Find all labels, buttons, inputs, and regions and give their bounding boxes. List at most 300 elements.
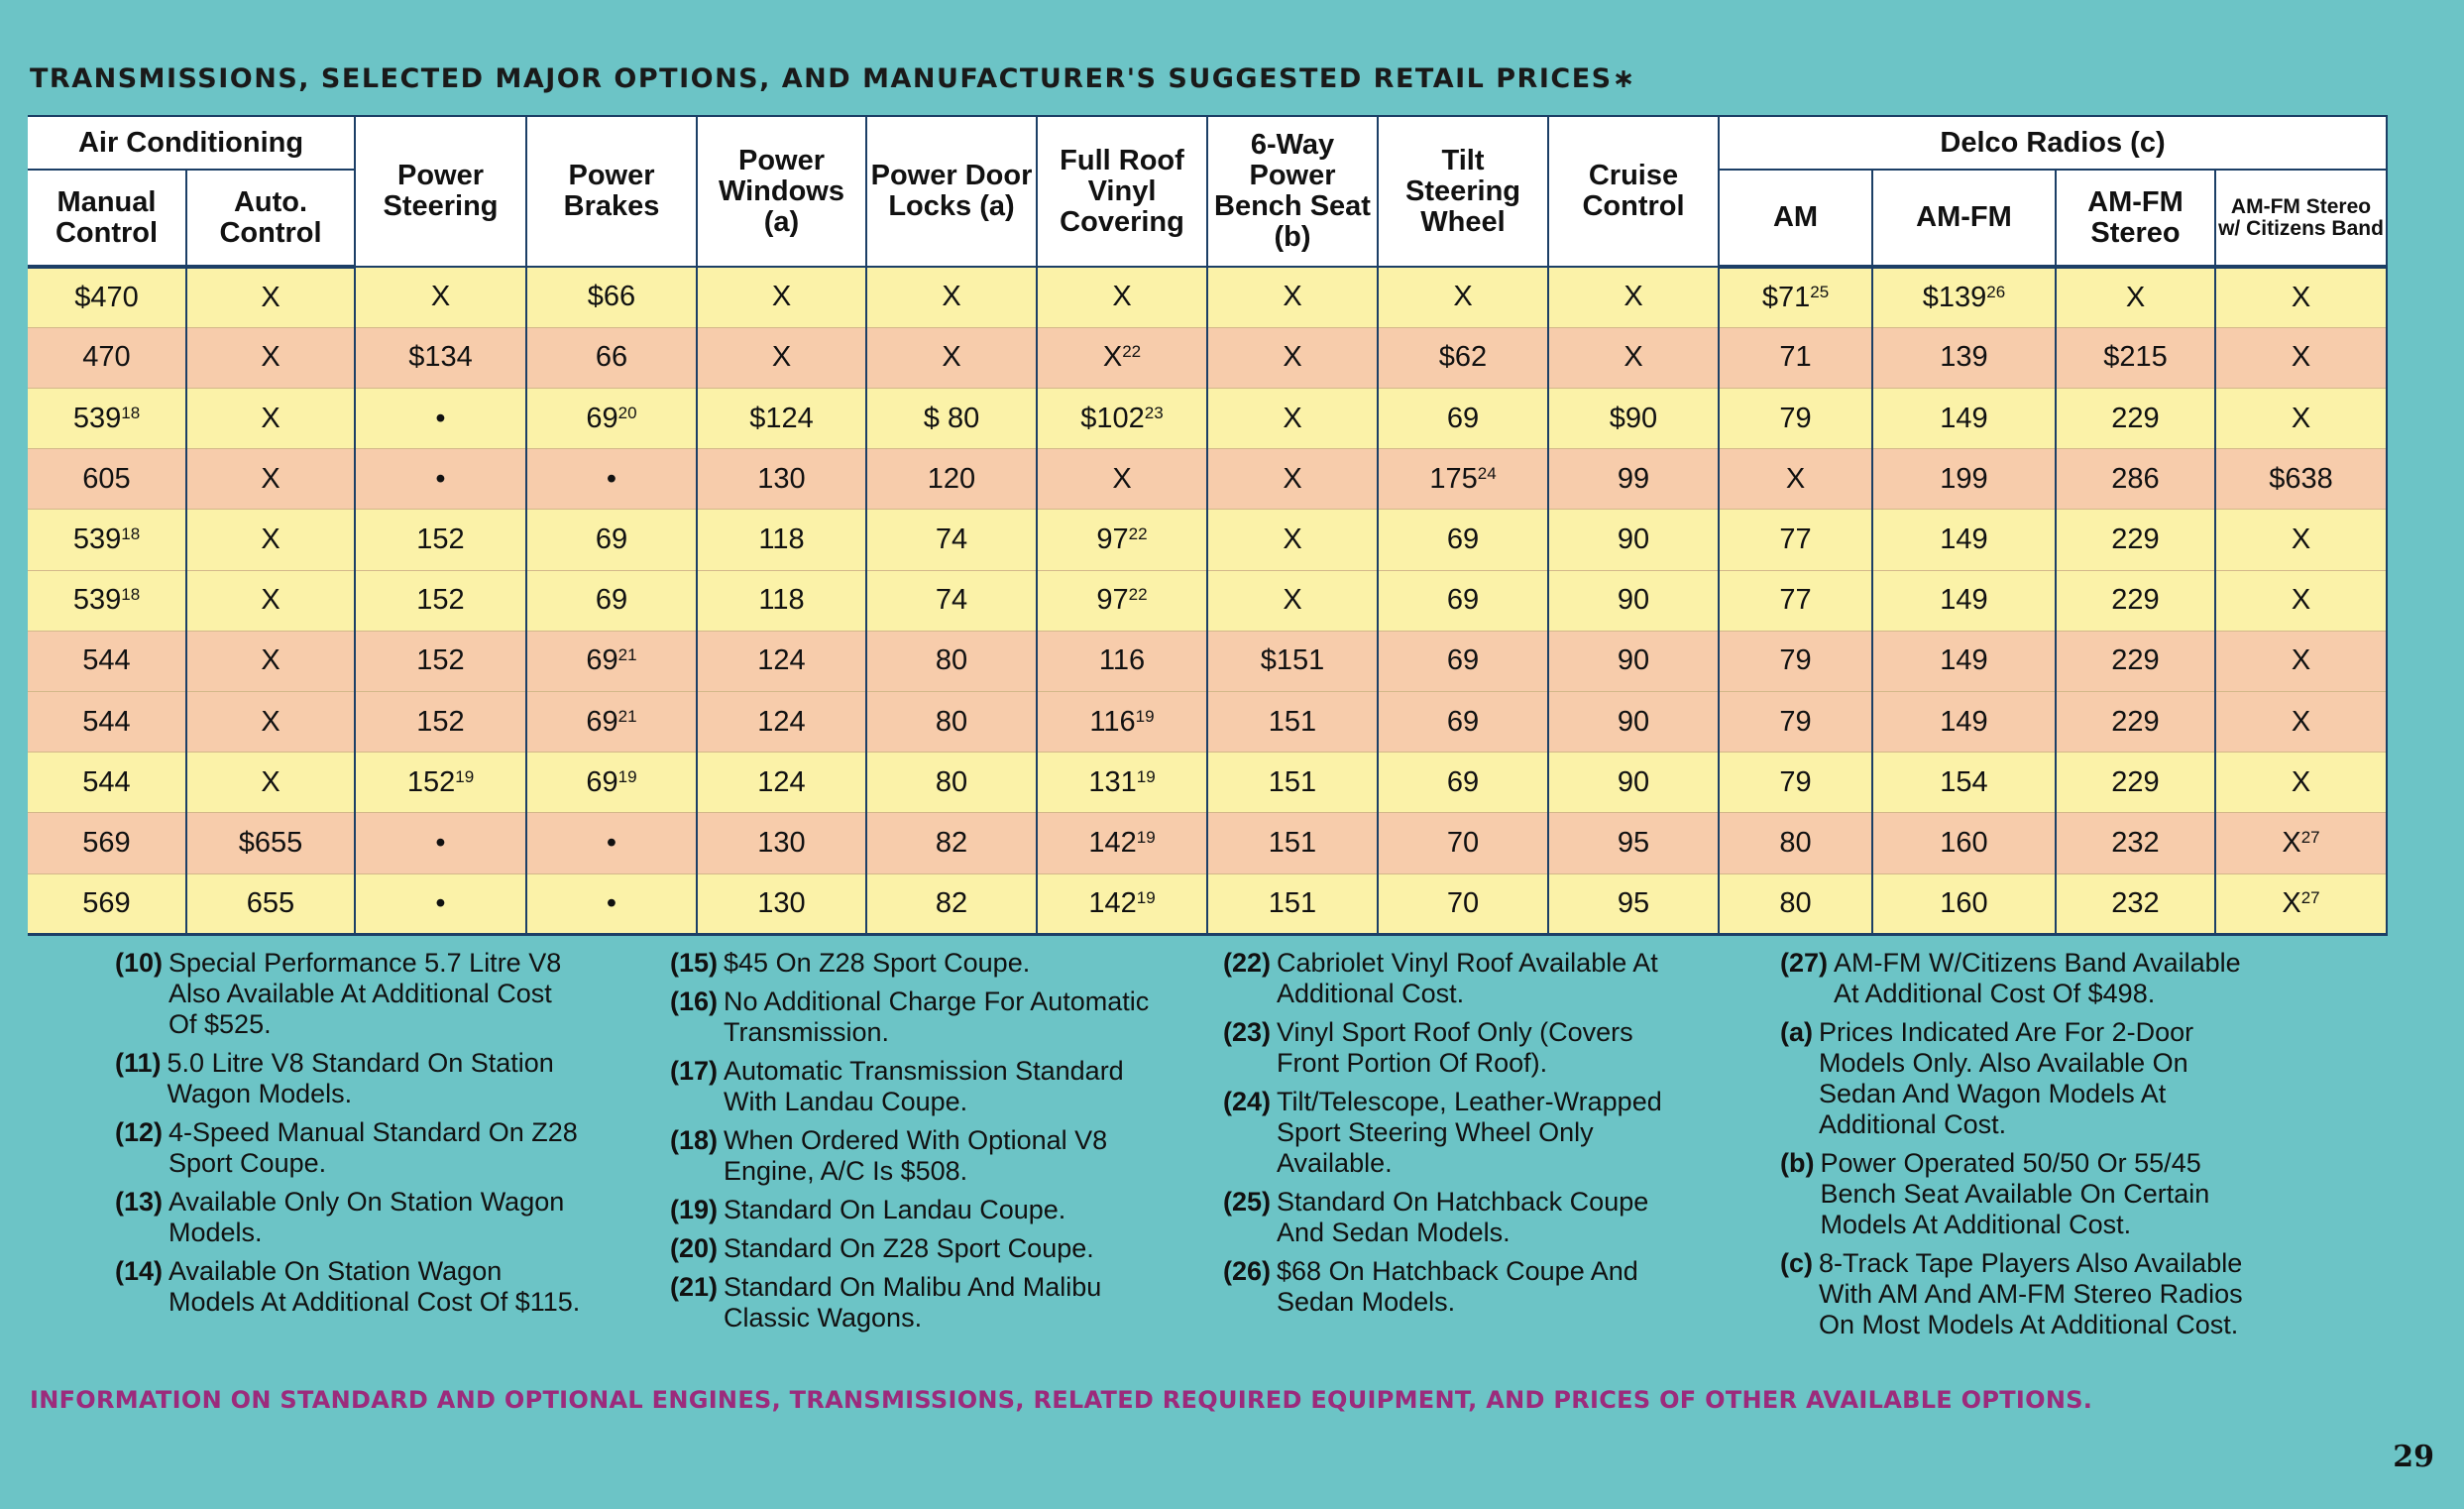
- table-cell: [28, 510, 186, 570]
- table-cell: [355, 813, 526, 873]
- footnote-ref: 25: [1810, 282, 1830, 301]
- table-cell: [2215, 510, 2387, 570]
- cell-value: 69: [586, 644, 618, 677]
- cell-value: 74: [935, 522, 968, 555]
- footnote: [1780, 1017, 2256, 1140]
- table-cell: [697, 570, 866, 631]
- footnote-ref: 26: [1986, 282, 2006, 301]
- table-cell: [526, 692, 697, 753]
- cell-value: 154: [1940, 765, 1988, 798]
- cell-value: X: [771, 341, 792, 374]
- footnote-ref: 19: [455, 766, 475, 786]
- footnote: [115, 1187, 581, 1248]
- table-cell: [1719, 570, 1872, 631]
- cell-value: •: [435, 827, 446, 860]
- table-cell: [355, 327, 526, 388]
- table-cell: [28, 267, 186, 327]
- table-cell: [1378, 267, 1548, 327]
- table-cell: [2215, 267, 2387, 327]
- table-cell: [186, 327, 355, 388]
- table-cell: [1872, 873, 2056, 934]
- footnote: [670, 1056, 1156, 1117]
- footnote-key: (a): [1780, 1017, 1813, 1047]
- table-cell: [2215, 631, 2387, 691]
- footnote-key: (16): [670, 987, 719, 1016]
- cell-value: 79: [1779, 705, 1812, 738]
- table-cell: [1719, 753, 1872, 813]
- cell-value: 149: [1940, 522, 1988, 555]
- cell-value: $139: [1922, 281, 1987, 313]
- table-row: [28, 631, 2387, 691]
- cell-value: •: [435, 402, 446, 434]
- table-cell: [355, 692, 526, 753]
- cell-value: $ 80: [923, 402, 980, 434]
- cell-value: 80: [1779, 886, 1812, 919]
- cell-value: 80: [935, 765, 968, 798]
- table-cell: [1548, 449, 1719, 510]
- table-cell: [355, 510, 526, 570]
- cell-value: X: [261, 644, 280, 677]
- header-power-brakes: Power Brakes: [526, 116, 697, 267]
- cell-value: 77: [1779, 522, 1812, 555]
- cell-value: $638: [2269, 462, 2333, 495]
- footnote-key: (22): [1223, 948, 1272, 978]
- cell-value: 229: [2111, 522, 2160, 555]
- cell-value: 90: [1617, 644, 1650, 677]
- cell-value: X: [430, 281, 451, 313]
- table-cell: [1548, 873, 1719, 934]
- footnote-text: Standard On Z28 Sport Coupe.: [724, 1233, 1094, 1263]
- footnote-text: Standard On Malibu And Malibu Classic Wagons.: [724, 1272, 1102, 1333]
- table-row: [28, 570, 2387, 631]
- table-cell: [28, 631, 186, 691]
- cell-value: 69: [595, 522, 628, 555]
- footnote-ref: 18: [121, 585, 141, 605]
- table-cell: [2056, 631, 2215, 691]
- cell-value: 229: [2111, 584, 2160, 617]
- table-cell: [697, 510, 866, 570]
- footnote-ref: 19: [1136, 887, 1156, 907]
- cell-value: 71: [1779, 341, 1812, 374]
- cell-value: X: [1283, 281, 1302, 313]
- table-cell: [1548, 388, 1719, 448]
- cell-value: 90: [1617, 584, 1650, 617]
- cell-value: 470: [82, 341, 131, 374]
- table-cell: [1207, 813, 1378, 873]
- footnote: [1223, 1087, 1699, 1179]
- footnote-ref: 21: [617, 645, 637, 665]
- cell-value: 118: [758, 522, 805, 555]
- cell-value: X: [261, 584, 280, 617]
- table-cell: [1378, 388, 1548, 448]
- cell-value: X: [261, 705, 280, 738]
- footnote: [1223, 1256, 1699, 1318]
- table-row: [28, 692, 2387, 753]
- footnote-key: (12): [115, 1117, 164, 1147]
- footnote-key: (11): [115, 1048, 162, 1078]
- cell-value: 69: [1446, 522, 1480, 555]
- footnote-ref: 18: [121, 523, 141, 543]
- cell-value: 152: [416, 584, 465, 617]
- footnote-text: When Ordered With Optional V8 Engine, A/C Is $508.: [724, 1125, 1108, 1186]
- table-row: [28, 267, 2387, 327]
- table-cell: [1872, 449, 2056, 510]
- table-cell: [526, 449, 697, 510]
- table-cell: [28, 873, 186, 934]
- cell-value: X: [1624, 281, 1643, 313]
- table-cell: [1378, 510, 1548, 570]
- footnote-ref: 20: [617, 403, 637, 422]
- cell-value: 160: [1940, 886, 1988, 919]
- table-cell: [526, 631, 697, 691]
- cell-value: 229: [2111, 644, 2160, 677]
- table-cell: [1548, 631, 1719, 691]
- table-cell: [186, 813, 355, 873]
- cell-value: X: [1112, 462, 1132, 495]
- footnote-ref: 19: [1136, 766, 1156, 786]
- footnote-text: 5.0 Litre V8 Standard On Station Wagon Models.: [167, 1048, 554, 1108]
- table-cell: [1378, 570, 1548, 631]
- header-am: AM: [1719, 170, 1872, 267]
- table-cell: [1719, 692, 1872, 753]
- cell-value: 539: [72, 584, 122, 617]
- cell-value: 90: [1617, 705, 1650, 738]
- cell-value: 605: [82, 462, 131, 495]
- header-manual-control: Manual Control: [28, 170, 186, 267]
- footnote-key: (17): [670, 1056, 719, 1086]
- cell-value: X: [261, 341, 280, 374]
- cell-value: 232: [2111, 886, 2160, 919]
- cell-value: 77: [1779, 584, 1812, 617]
- cell-value: X: [1283, 402, 1302, 434]
- table-cell: [526, 873, 697, 934]
- table-cell: [2215, 753, 2387, 813]
- table-cell: [1207, 510, 1378, 570]
- footnote: [115, 948, 581, 1040]
- footnote: [1780, 1248, 2256, 1340]
- cell-value: X: [2282, 827, 2301, 860]
- table-cell: [697, 327, 866, 388]
- footnote-ref: 24: [1477, 463, 1497, 483]
- table-cell: [866, 327, 1037, 388]
- table-cell: [28, 692, 186, 753]
- table-cell: [697, 388, 866, 448]
- table-cell: [2056, 267, 2215, 327]
- table-cell: [1378, 692, 1548, 753]
- cell-value: •: [435, 886, 446, 919]
- table-cell: [1207, 753, 1378, 813]
- cell-value: 82: [935, 827, 968, 860]
- cell-value: 70: [1446, 886, 1480, 919]
- cell-value: 82: [935, 886, 968, 919]
- cell-value: 149: [1940, 705, 1988, 738]
- table-cell: [2056, 449, 2215, 510]
- table-cell: [1548, 327, 1719, 388]
- footnote-key: (24): [1223, 1087, 1272, 1116]
- cell-value: 69: [586, 402, 618, 434]
- footnote-key: (c): [1780, 1248, 1813, 1278]
- cell-value: 79: [1779, 402, 1812, 434]
- cell-value: 80: [935, 705, 968, 738]
- table-cell: [1719, 873, 1872, 934]
- header-delco-radios: Delco Radios (c): [1719, 116, 2387, 170]
- table-cell: [526, 570, 697, 631]
- table-cell: [1872, 327, 2056, 388]
- table-cell: [1037, 813, 1207, 873]
- cell-value: X: [2291, 644, 2311, 677]
- cell-value: X: [1283, 341, 1302, 374]
- table-cell: [697, 692, 866, 753]
- cell-value: X: [2291, 765, 2311, 798]
- table-cell: [28, 813, 186, 873]
- table-cell: [2056, 692, 2215, 753]
- cell-value: X: [261, 765, 280, 798]
- footnote-key: (14): [115, 1256, 164, 1286]
- cell-value: 229: [2111, 402, 2160, 434]
- cell-value: 124: [757, 705, 806, 738]
- table-cell: [1378, 813, 1548, 873]
- footnote: [670, 1272, 1156, 1334]
- cell-value: 152: [416, 644, 465, 677]
- cell-value: X: [1785, 462, 1806, 495]
- cell-value: $215: [2103, 341, 2168, 374]
- table-cell: [2215, 449, 2387, 510]
- cell-value: 69: [1446, 705, 1480, 738]
- cell-value: 80: [935, 644, 968, 677]
- table-cell: [355, 449, 526, 510]
- table-cell: [186, 753, 355, 813]
- cell-value: 130: [757, 827, 806, 860]
- footnote-ref: 27: [2300, 887, 2320, 907]
- cell-value: 139: [1940, 341, 1988, 374]
- cell-value: 175: [1429, 462, 1478, 495]
- cell-value: X: [261, 462, 280, 495]
- footnote-text: Prices Indicated Are For 2-Door Models Only. Also Available On Sedan And Wagon Models At Additional Cost.: [1819, 1017, 2194, 1139]
- footnote-key: (10): [115, 948, 164, 978]
- footnote: [1780, 1148, 2256, 1240]
- cell-value: $470: [74, 281, 139, 313]
- table-cell: [1548, 570, 1719, 631]
- table-cell: [1378, 327, 1548, 388]
- table-cell: [2056, 388, 2215, 448]
- cell-value: X: [1283, 522, 1302, 555]
- cell-value: 149: [1940, 584, 1988, 617]
- cell-value: 69: [1446, 765, 1480, 798]
- table-cell: [866, 873, 1037, 934]
- footnote-ref: 22: [1122, 342, 1142, 362]
- cell-value: 655: [246, 886, 295, 919]
- table-cell: [1872, 753, 2056, 813]
- cell-value: 131: [1088, 765, 1137, 798]
- cell-value: $90: [1609, 402, 1658, 434]
- footnote-text: Vinyl Sport Roof Only (Covers Front Portion Of Roof).: [1277, 1017, 1633, 1078]
- bottom-banner: INFORMATION ON STANDARD AND OPTIONAL ENGINES, TRANSMISSIONS, RELATED REQUIRED EQUIPMENT, AND PRICES OF OTHER AVAILABLE OPTIONS.: [30, 1386, 2093, 1414]
- footnote-ref: 18: [121, 403, 141, 422]
- table-cell: [866, 449, 1037, 510]
- table-cell: [1207, 631, 1378, 691]
- table-cell: [2215, 813, 2387, 873]
- table-cell: [1037, 753, 1207, 813]
- footnote: [670, 1233, 1156, 1264]
- table-row: [28, 510, 2387, 570]
- table-cell: [28, 570, 186, 631]
- table-cell: [1548, 267, 1719, 327]
- footnotes-col-3: [1223, 948, 1699, 1326]
- cell-value: 120: [927, 462, 976, 495]
- cell-value: X: [1453, 281, 1473, 313]
- table-cell: [186, 449, 355, 510]
- table-cell: [1872, 631, 2056, 691]
- table-cell: [2056, 510, 2215, 570]
- cell-value: 97: [1096, 584, 1129, 617]
- table-cell: [1207, 267, 1378, 327]
- table-cell: [1037, 449, 1207, 510]
- table-cell: [1719, 267, 1872, 327]
- table-cell: [2056, 327, 2215, 388]
- cell-value: 229: [2111, 765, 2160, 798]
- cell-value: 229: [2111, 705, 2160, 738]
- cell-value: $151: [1260, 644, 1325, 677]
- table-cell: [2215, 873, 2387, 934]
- table-row: [28, 449, 2387, 510]
- footnotes-col-4: [1780, 948, 2256, 1348]
- cell-value: 151: [1268, 765, 1317, 798]
- footnote-text: Cabriolet Vinyl Roof Available At Additional Cost.: [1277, 948, 1658, 1008]
- cell-value: 99: [1617, 462, 1650, 495]
- footnote-key: (23): [1223, 1017, 1272, 1047]
- table-cell: [866, 692, 1037, 753]
- table-row: [28, 873, 2387, 934]
- cell-value: 74: [935, 584, 968, 617]
- header-cruise-control: Cruise Control: [1548, 116, 1719, 267]
- header-air-conditioning: Air Conditioning: [28, 116, 355, 170]
- table-cell: [355, 388, 526, 448]
- cell-value: 70: [1446, 827, 1480, 860]
- table-cell: [697, 873, 866, 934]
- header-power-windows: Power Windows (a): [697, 116, 866, 267]
- price-rows: [28, 267, 2387, 935]
- cell-value: X: [2291, 402, 2311, 434]
- cell-value: 569: [82, 827, 131, 860]
- cell-value: X: [2291, 584, 2311, 617]
- cell-value: X: [1624, 341, 1643, 374]
- cell-value: 569: [82, 886, 131, 919]
- cell-value: 124: [757, 644, 806, 677]
- table-cell: [2215, 327, 2387, 388]
- table-cell: [526, 267, 697, 327]
- cell-value: 130: [757, 886, 806, 919]
- cell-value: 130: [757, 462, 806, 495]
- cell-value: 69: [586, 765, 618, 798]
- table-cell: [866, 267, 1037, 327]
- header-tilt-steering-wheel: Tilt Steering Wheel: [1378, 116, 1548, 267]
- cell-value: 69: [1446, 584, 1480, 617]
- footnote-key: (b): [1780, 1148, 1815, 1178]
- table-cell: [697, 631, 866, 691]
- table-cell: [1872, 813, 2056, 873]
- footnote-text: Special Performance 5.7 Litre V8 Also Available At Additional Cost Of $525.: [168, 948, 562, 1039]
- cell-value: 69: [595, 584, 628, 617]
- cell-value: X: [2291, 705, 2311, 738]
- cell-value: X: [261, 522, 280, 555]
- header-am-fm-stereo: AM-FM Stereo: [2056, 170, 2215, 267]
- table-cell: [1548, 510, 1719, 570]
- table-cell: [1719, 388, 1872, 448]
- footnote: [670, 1125, 1156, 1187]
- table-cell: [1378, 873, 1548, 934]
- table-cell: [1719, 327, 1872, 388]
- table-cell: [1872, 510, 2056, 570]
- footnote-text: 8-Track Tape Players Also Available With AM And AM-FM Stereo Radios On Most Models At Additional Cost.: [1819, 1248, 2243, 1339]
- table-cell: [1719, 813, 1872, 873]
- header-am-fm: AM-FM: [1872, 170, 2056, 267]
- table-cell: [526, 753, 697, 813]
- cell-value: 116: [1089, 705, 1136, 738]
- table-cell: [1378, 631, 1548, 691]
- table-cell: [866, 388, 1037, 448]
- footnote-text: Available On Station Wagon Models At Additional Cost Of $115.: [168, 1256, 581, 1317]
- table-cell: [1378, 449, 1548, 510]
- header-am-fm-cb: AM-FM Stereo w/ Citizens Band: [2215, 170, 2387, 267]
- cell-value: 152: [416, 522, 465, 555]
- table-cell: [1207, 327, 1378, 388]
- table-cell: [2056, 813, 2215, 873]
- footnote-text: $45 On Z28 Sport Coupe.: [724, 948, 1031, 978]
- cell-value: X: [261, 402, 280, 434]
- table-cell: [28, 327, 186, 388]
- table-cell: [1548, 813, 1719, 873]
- cell-value: 151: [1268, 886, 1317, 919]
- table-cell: [1037, 692, 1207, 753]
- footnote: [670, 948, 1156, 979]
- footnote: [115, 1117, 581, 1179]
- table-cell: [866, 753, 1037, 813]
- footnote-ref: 21: [617, 706, 637, 726]
- footnote-ref: 22: [1128, 585, 1148, 605]
- cell-value: 142: [1088, 886, 1137, 919]
- table-row: [28, 753, 2387, 813]
- cell-value: 286: [2111, 462, 2160, 495]
- cell-value: 95: [1617, 827, 1650, 860]
- table-cell: [1037, 388, 1207, 448]
- cell-value: •: [435, 462, 446, 495]
- cell-value: X: [261, 281, 280, 313]
- cell-value: 95: [1617, 886, 1650, 919]
- cell-value: 544: [82, 644, 131, 677]
- table-cell: [2215, 388, 2387, 448]
- footnote-text: Automatic Transmission Standard With Landau Coupe.: [724, 1056, 1124, 1116]
- table-cell: [697, 449, 866, 510]
- cell-value: 69: [1446, 644, 1480, 677]
- table-cell: [526, 388, 697, 448]
- cell-value: 79: [1779, 644, 1812, 677]
- cell-value: 199: [1940, 462, 1988, 495]
- cell-value: X: [2125, 281, 2146, 313]
- table-cell: [28, 388, 186, 448]
- table-cell: [355, 873, 526, 934]
- table-cell: [186, 510, 355, 570]
- cell-value: 160: [1940, 827, 1988, 860]
- table-cell: [355, 267, 526, 327]
- cell-value: 151: [1268, 705, 1317, 738]
- table-cell: [186, 631, 355, 691]
- cell-value: 149: [1940, 644, 1988, 677]
- cell-value: 69: [1446, 402, 1480, 434]
- table-cell: [697, 753, 866, 813]
- table-row: [28, 388, 2387, 448]
- cell-value: X: [2282, 886, 2301, 919]
- footnote-ref: 19: [1135, 706, 1155, 726]
